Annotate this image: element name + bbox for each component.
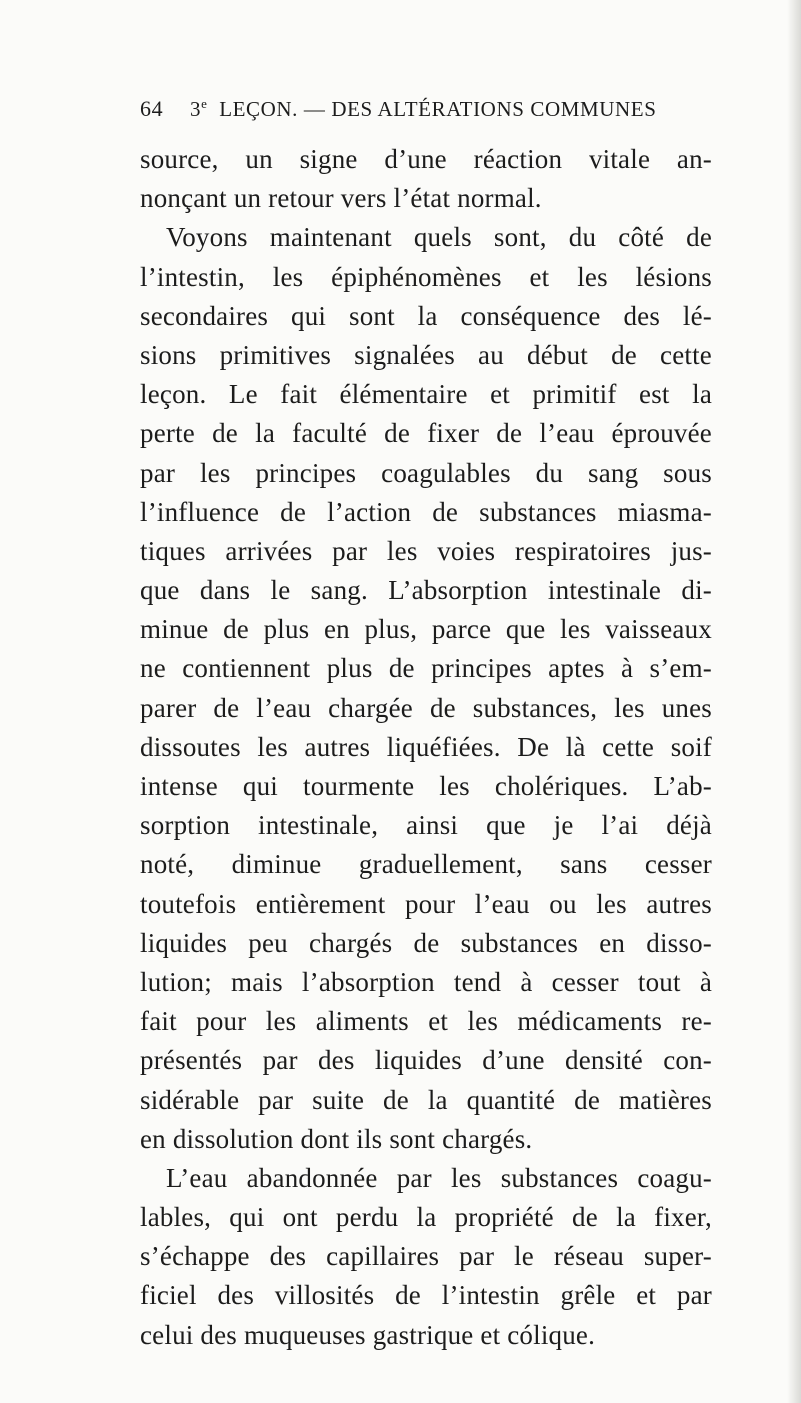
text-line: leçon. Le fait élémentaire et primitif est la [140, 379, 712, 410]
text-line: ne contiennent plus de principes aptes à s’em- [140, 653, 712, 684]
text-line: lables, qui ont perdu la propriété de la fixer, [140, 1202, 712, 1233]
text-line: noté, diminue graduellement, sans cesser [140, 849, 712, 880]
text-line: toutefois entièrement pour l’eau ou les autres [140, 888, 712, 919]
text-line: en dissolution dont ils sont chargés. [140, 1123, 533, 1154]
text-line: source, un signe d’une réaction vitale an- [140, 144, 712, 174]
text-line: nonçant un retour vers l’état normal. [140, 183, 542, 214]
lecture-title: LEÇON. — DES ALTÉRATIONS COMMUNES [219, 97, 657, 121]
text-line: liquides peu chargés de substances en disso- [140, 927, 712, 958]
text-line: sions primitives signalées au début de cette [140, 339, 712, 370]
text-line: parer de l’eau chargée de substances, les unes [140, 692, 712, 723]
text-line: dissoutes les autres liquéfiées. De là cette soif [140, 731, 712, 762]
lecture-ordinal-suffix: e [201, 96, 208, 111]
paragraph-first-line: Voyons maintenant quels sont, du côté de [166, 222, 712, 253]
text-line: présentés par des liquides d’une densité con- [140, 1045, 712, 1076]
text-line: sidérable par suite de la quantité de matières [140, 1084, 712, 1115]
text-line: minue de plus en plus, parce que les vaisseaux [140, 614, 712, 645]
body-text [140, 140, 712, 1355]
page-edge-shadow [787, 0, 801, 1403]
text-line: intense qui tourmente les cholériques. L’ab- [140, 771, 712, 801]
text-line: ficiel des villosités de l’intestin grêle et par [140, 1280, 712, 1311]
text-line: fait pour les aliments et les médicaments re- [140, 1006, 712, 1037]
text-line: que dans le sang. L’absorption intestinale di- [140, 575, 712, 606]
text-line: lution; mais l’absorption tend à cesser tout à [140, 966, 712, 997]
text-line: tiques arrivées par les voies respiratoires jus- [140, 535, 712, 566]
text-line: par les principes coagulables du sang sous [140, 457, 712, 488]
text-line: celui des muqueuses gastrique et cólique. [140, 1319, 596, 1350]
running-head [140, 96, 700, 130]
text-line: sorption intestinale, ainsi que je l’ai déjà [140, 810, 712, 841]
text-line: perte de la faculté de fixer de l’eau éprouvée [140, 418, 712, 449]
lecture-number: 3 [190, 97, 202, 121]
text-line: l’intestin, les épiphénomènes et les lésions [140, 261, 712, 292]
text-line: l’influence de l’action de substances miasma- [140, 496, 712, 527]
text-line: s’échappe des capillaires par le réseau super- [140, 1241, 712, 1272]
paragraph-first-line: L’eau abandonnée par les substances coagu- [166, 1162, 712, 1193]
running-title [190, 96, 657, 122]
page-number: 64 [140, 96, 164, 121]
text-line: secondaires qui sont la conséquence des lé- [140, 300, 712, 331]
